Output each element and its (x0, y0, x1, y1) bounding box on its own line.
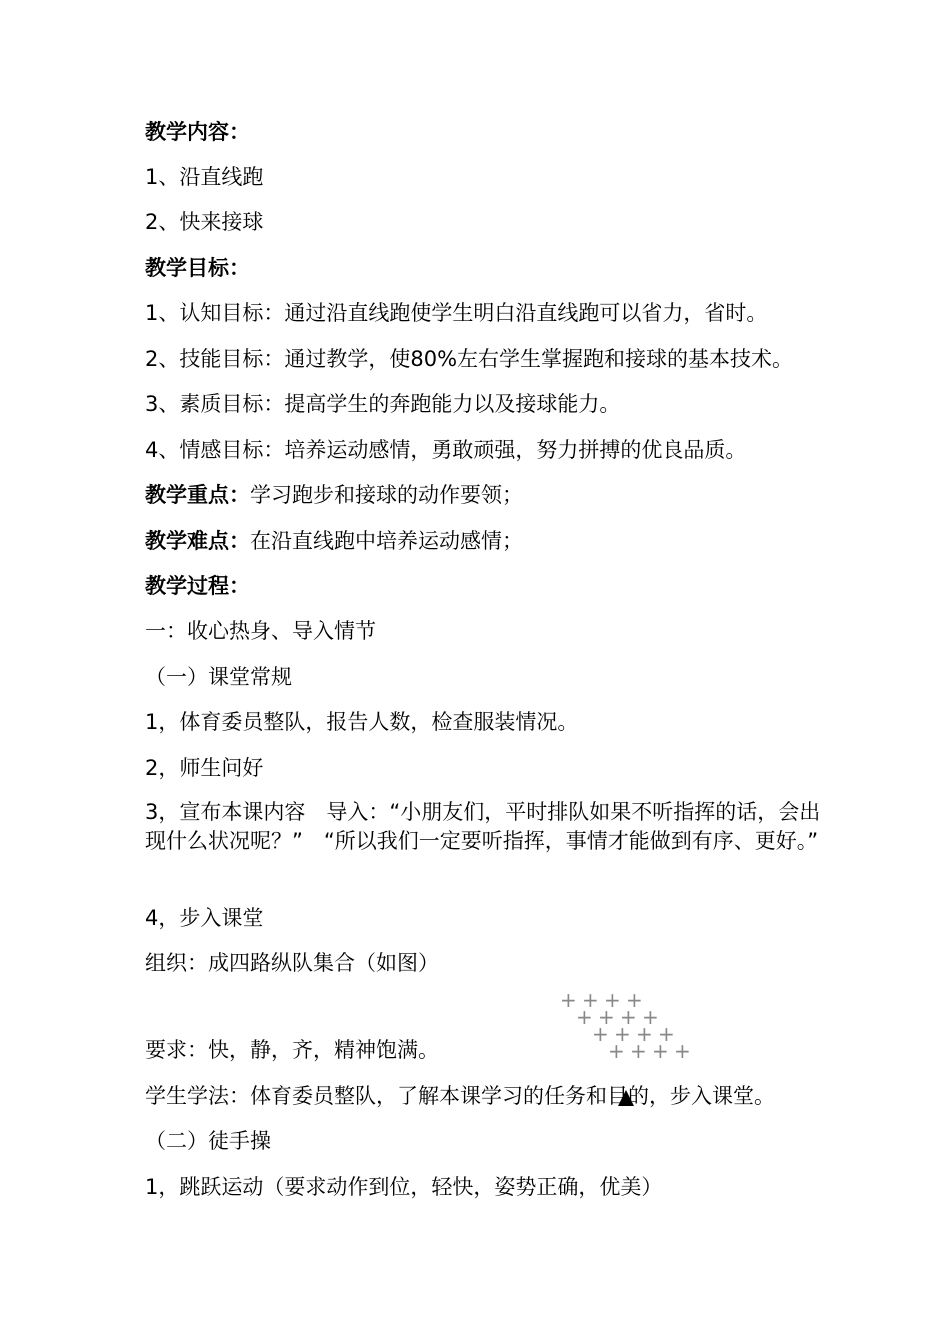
teacher-triangle-icon (618, 1090, 634, 1106)
routine-item-2: 2，师生问好 (145, 756, 264, 780)
key-point-text: 学习跑步和接球的动作要领； (250, 483, 523, 507)
goal-item-4: 4、情感目标：培养运动感情，勇敢顽强，努力拼搏的优良品质。 (145, 438, 747, 462)
goal-item-3: 3、素质目标：提高学生的奔跑能力以及接球能力。 (145, 392, 621, 416)
formation-student-mark: + (598, 1005, 615, 1029)
formation-student-mark: + (642, 1005, 659, 1029)
student-method-line: 学生学法：体育委员整队，了解本课学习的任务和目的，步入课堂。 (145, 1084, 775, 1108)
formation-student-mark: + (592, 1022, 609, 1046)
content-item-2: 2、快来接球 (145, 210, 264, 234)
subsection-1-title: （一）课堂常规 (145, 665, 292, 689)
subsection-2-title: （二）徒手操 (145, 1129, 271, 1153)
formation-student-mark: + (620, 1005, 637, 1029)
formation-student-mark: + (604, 988, 621, 1012)
difficulty-text: 在沿直线跑中培养运动感情； (250, 529, 523, 553)
formation-student-mark: + (652, 1039, 669, 1063)
four-column-formation-figure (560, 990, 720, 1080)
formation-student-mark: + (582, 988, 599, 1012)
formation-student-mark: + (630, 1039, 647, 1063)
organization-line: 组织：成四路纵队集合（如图） (145, 951, 439, 975)
routine-item-3: 3，宣布本课内容 导入：“小朋友们，平时排队如果不听指挥的话，会出现什么状况呢？” “所以我们一定要听指挥，事情才能做到有序、更好。” (145, 800, 821, 853)
formation-student-mark: + (658, 1022, 675, 1046)
difficulty-line (145, 526, 523, 556)
heading-teaching-process: 教学过程： (145, 574, 250, 598)
goal-item-1: 1、认知目标：通过沿直线跑使学生明白沿直线跑可以省力，省时。 (145, 301, 768, 325)
key-point-label: 教学重点： (145, 483, 250, 507)
routine-item-1: 1，体育委员整队，报告人数，检查服装情况。 (145, 710, 579, 734)
section-1-title: 一：收心热身、导入情节 (145, 619, 376, 643)
formation-student-mark: + (560, 988, 577, 1012)
difficulty-label: 教学难点： (145, 529, 250, 553)
heading-teaching-content: 教学内容： (145, 120, 250, 144)
formation-student-mark: + (614, 1022, 631, 1046)
formation-student-mark: + (636, 1022, 653, 1046)
routine-item-4: 4，步入课堂 (145, 906, 264, 930)
heading-teaching-goals: 教学目标： (145, 256, 250, 280)
exercise-item-1: 1，跳跃运动（要求动作到位，轻快，姿势正确，优美） (145, 1175, 663, 1199)
key-point-line (145, 480, 523, 510)
formation-student-mark: + (626, 988, 643, 1012)
goal-item-2: 2、技能目标：通过教学，使80%左右学生掌握跑和接球的基本技术。 (145, 347, 794, 371)
formation-student-mark: + (608, 1039, 625, 1063)
requirement-line: 要求：快，静，齐，精神饱满。 (145, 1038, 439, 1062)
formation-student-mark: + (576, 1005, 593, 1029)
formation-student-mark: + (674, 1039, 691, 1063)
content-item-1: 1、沿直线跑 (145, 165, 264, 189)
